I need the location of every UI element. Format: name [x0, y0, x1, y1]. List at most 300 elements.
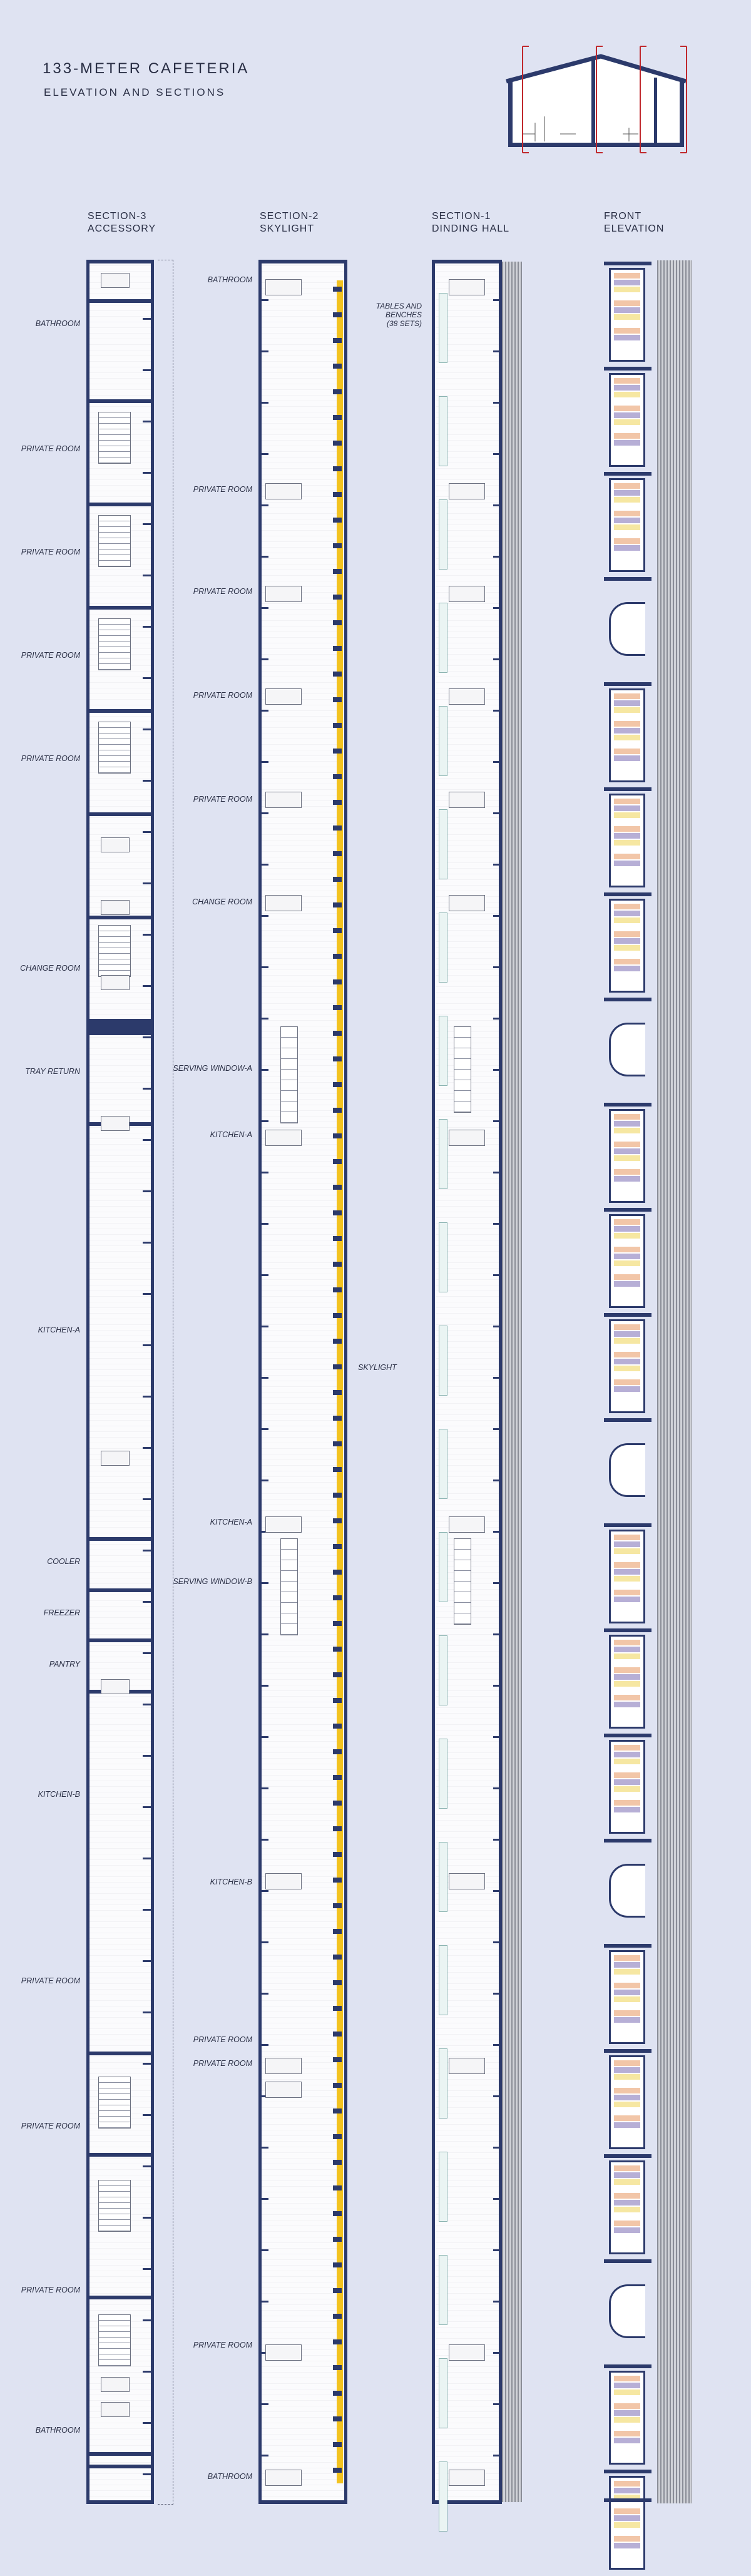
section1-wall-tick [493, 2403, 502, 2405]
section3-wall-tick [143, 1036, 154, 1038]
section3-wall [86, 2296, 154, 2299]
front-elevation-band [604, 2154, 651, 2158]
skylight-mullion [333, 2442, 342, 2447]
section2-room-label: SERVING WINDOW-A [173, 1064, 252, 1073]
skylight-mullion [333, 2185, 342, 2190]
front-elevation-window-panel [609, 794, 645, 887]
section2-wall-tick [258, 1428, 268, 1430]
skylight-mullion [333, 1698, 342, 1703]
section2-wall-tick [258, 1120, 268, 1122]
front-elevation-window-panel [609, 1109, 645, 1203]
skylight-mullion [333, 492, 342, 497]
skylight-mullion [333, 1621, 342, 1626]
section3-storage-rack [98, 2077, 131, 2129]
section1-wall-tick [493, 1326, 502, 1327]
section1-heading: SECTION-1 DINDING HALL [432, 211, 510, 234]
section1-table [449, 2344, 485, 2361]
dining-bench [439, 1945, 447, 2015]
section2-room-label: BATHROOM [207, 275, 252, 284]
section1-table [449, 1516, 485, 1533]
section2-room-label: PRIVATE ROOM [193, 2341, 252, 2349]
front-elevation-window-panel [609, 1319, 645, 1413]
dining-bench [439, 1119, 447, 1189]
skylight-mullion [333, 2288, 342, 2293]
section1-wall-tick [493, 1069, 502, 1071]
front-elevation-window-panel [609, 688, 645, 782]
section2-wall-tick [258, 761, 268, 763]
section3-fixture [101, 975, 130, 990]
section1-table [449, 586, 485, 602]
front-elevation-window-panel [609, 2476, 645, 2570]
front-elevation-window-panel [609, 2371, 645, 2465]
skylight-mullion [333, 2365, 342, 2370]
skylight-annotation: SKYLIGHT [358, 1363, 397, 1372]
dining-bench [439, 1429, 447, 1499]
section3-wall-tick [143, 2114, 154, 2116]
skylight-mullion [333, 1724, 342, 1729]
front-elevation-band [604, 998, 651, 1001]
section3-wall [86, 2452, 154, 2456]
section2-heading: SECTION-2 SKYLIGHT [260, 211, 319, 234]
section3-wall [86, 299, 154, 303]
section1-wall-tick [493, 1274, 502, 1276]
section3-room-label: KITCHEN-A [38, 1326, 80, 1334]
section3-wall-tick [143, 318, 154, 320]
front-elevation-arch-door [609, 1864, 645, 1918]
section3-wall-tick [143, 831, 154, 833]
section3-room-label: PRIVATE ROOM [21, 754, 80, 763]
skylight-mullion [333, 2391, 342, 2396]
section1-wall-tick [493, 1582, 502, 1584]
section3-wall [86, 916, 154, 919]
section1-wall-tick [493, 1787, 502, 1789]
skylight-mullion [333, 1518, 342, 1523]
skylight-mullion [333, 646, 342, 651]
section2-room-box [265, 2470, 302, 2486]
section1-wall-tick [493, 1941, 502, 1943]
skylight-mullion [333, 2416, 342, 2421]
section1-table [449, 792, 485, 808]
section2-room-box [265, 2058, 302, 2074]
section1-table [449, 895, 485, 911]
skylight-mullion [333, 954, 342, 959]
section3-wall-tick [143, 2217, 154, 2219]
section1-wall-tick [493, 915, 502, 917]
skylight-mullion [333, 1955, 342, 1960]
section2-room-label: KITCHEN-A [210, 1518, 252, 1526]
front-elevation-base [604, 2498, 651, 2502]
section2-wall-tick [258, 1787, 268, 1789]
skylight-mullion [333, 1339, 342, 1344]
skylight-mullion [333, 1570, 342, 1575]
section2-room-box [265, 792, 302, 808]
section1-serving-rack [454, 1026, 471, 1113]
section3-room-label: PRIVATE ROOM [21, 651, 80, 660]
front-elevation-band [604, 367, 651, 371]
front-elevation-band [604, 787, 651, 791]
section3-wall-tick [143, 2319, 154, 2321]
skylight-mullion [333, 2006, 342, 2011]
section1-serving-rack [454, 1538, 471, 1625]
section3-storage-rack [98, 2180, 131, 2232]
front-elevation-arch-door [609, 602, 645, 656]
section3-wall-tick [143, 780, 154, 782]
dining-bench [439, 2358, 447, 2428]
section3-room-label: PRIVATE ROOM [21, 444, 80, 453]
section1-wall-tick [493, 453, 502, 455]
section3-wall [86, 1638, 154, 1642]
section2-wall-tick [258, 299, 268, 301]
section1-wall-tick [493, 1428, 502, 1430]
skylight-mullion [333, 543, 342, 548]
section2-room-label: PRIVATE ROOM [193, 485, 252, 494]
dining-bench [439, 1532, 447, 1602]
section1-wall-tick [493, 2147, 502, 2149]
section3-wall-tick [143, 1190, 154, 1192]
section3-storage-rack [98, 925, 131, 977]
front-elevation-band [604, 2259, 651, 2263]
section3-wall [86, 709, 154, 713]
skylight-mullion [333, 1185, 342, 1190]
section2-wall-tick [258, 2147, 268, 2149]
front-elevation-window-panel [609, 1214, 645, 1308]
section3-wall-tick [143, 369, 154, 371]
section3-wall-tick [143, 1344, 154, 1346]
dining-bench [439, 293, 447, 363]
section3-wall-tick [143, 1293, 154, 1295]
section1-table [449, 2058, 485, 2074]
skylight-mullion [333, 1262, 342, 1267]
section2-wall-tick [258, 915, 268, 917]
section2-wall-tick [258, 710, 268, 712]
skylight-mullion [333, 1416, 342, 1421]
skylight-mullion [333, 287, 342, 292]
section3-wall-tick [143, 1447, 154, 1449]
skylight-mullion [333, 877, 342, 882]
section1-table [449, 279, 485, 295]
skylight-mullion [333, 1878, 342, 1883]
skylight-mullion [333, 2134, 342, 2139]
section2-wall-tick [258, 1480, 268, 1481]
section1-wall-tick [493, 1018, 502, 1020]
skylight-mullion [333, 1133, 342, 1138]
section2-room-box [265, 483, 302, 499]
section1-wall-tick [493, 1531, 502, 1533]
skylight-mullion [333, 1493, 342, 1498]
skylight-mullion [333, 1159, 342, 1164]
skylight-mullion [333, 1108, 342, 1113]
section3-wall [86, 503, 154, 506]
section3-wall-tick [143, 677, 154, 679]
skylight-mullion [333, 800, 342, 805]
front-elevation-band [604, 472, 651, 476]
section1-wall-tick [493, 1633, 502, 1635]
skylight-mullion [333, 1826, 342, 1831]
front-elevation-window-panel [609, 1635, 645, 1729]
section1-wall-tick [493, 1172, 502, 1173]
skylight-mullion [333, 825, 342, 831]
skylight-mullion [333, 697, 342, 702]
section1-strip [432, 262, 502, 2502]
section3-storage-rack [98, 2314, 131, 2366]
section3-wall [86, 812, 154, 816]
section2-wall-tick [258, 556, 268, 558]
skylight-mullion [333, 1031, 342, 1036]
front-elevation-window-panel [609, 1530, 645, 1623]
section3-fixture [101, 2377, 130, 2392]
section3-wall-tick [143, 934, 154, 936]
skylight-mullion [333, 749, 342, 754]
section3-wall-tick [143, 1396, 154, 1398]
section1-roof-hatch [502, 262, 522, 2502]
section2-wall-tick [258, 658, 268, 660]
section2-room-label: PRIVATE ROOM [193, 691, 252, 700]
section2-wall-tick [258, 1326, 268, 1327]
front-elevation-band [604, 1944, 651, 1948]
section3-wall-tick [143, 523, 154, 525]
section2-wall-tick [258, 2455, 268, 2456]
section3-dashed-outline [158, 260, 173, 2505]
front-elevation-band [604, 2470, 651, 2473]
section2-wall-tick [258, 1582, 268, 1584]
front-elevation-window-panel [609, 1740, 645, 1834]
dining-bench [439, 912, 447, 983]
skylight-mullion [333, 312, 342, 317]
section3-wall-tick [143, 985, 154, 987]
section3-top-cap [86, 260, 154, 263]
dining-bench [439, 2461, 447, 2532]
skylight-mullion [333, 1287, 342, 1292]
section2-wall-tick [258, 1633, 268, 1635]
section2-wall-tick [258, 2249, 268, 2251]
dining-bench [439, 2255, 447, 2325]
section1-wall-tick [493, 2249, 502, 2251]
section1-wall-tick [493, 761, 502, 763]
section2-wall-tick [258, 1890, 268, 1892]
section3-wall-tick [143, 626, 154, 628]
section2-room-box [265, 1873, 302, 1889]
section3-fixture [101, 1679, 130, 1694]
section3-wall [86, 1026, 154, 1035]
section3-wall [86, 2153, 154, 2157]
section2-room-box [265, 279, 302, 295]
section1-wall-tick [493, 658, 502, 660]
section3-wall-tick [143, 1550, 154, 1551]
section1-wall-tick [493, 1377, 502, 1379]
front-elevation-band [604, 1208, 651, 1212]
section3-wall-tick [143, 1088, 154, 1090]
section2-wall-tick [258, 2044, 268, 2046]
dining-bench [439, 2048, 447, 2119]
section3-fixture [101, 1451, 130, 1466]
dining-bench [439, 1842, 447, 1912]
section3-wall-tick [143, 2165, 154, 2167]
skylight-mullion [333, 2160, 342, 2165]
section3-room-label: PRIVATE ROOM [21, 548, 80, 556]
section1-wall-tick [493, 1120, 502, 1122]
section3-bottom-cap [86, 2500, 154, 2504]
dining-bench [439, 2152, 447, 2222]
dining-bench [439, 706, 447, 776]
section1-wall-tick [493, 1685, 502, 1687]
front-elevation-band [604, 1734, 651, 1737]
section1-wall-tick [493, 710, 502, 712]
section3-room-label: PRIVATE ROOM [21, 2286, 80, 2294]
tables-benches-annotation: TABLES AND BENCHES (38 SETS) [376, 302, 422, 328]
skylight-mullion [333, 595, 342, 600]
skylight-mullion [333, 1236, 342, 1241]
dining-bench [439, 809, 447, 879]
front-elevation-band [604, 2049, 651, 2053]
front-elevation-window-panel [609, 2055, 645, 2149]
section3-wall-tick [143, 2063, 154, 2065]
section1-wall-tick [493, 2198, 502, 2200]
front-elevation-window-panel [609, 1950, 645, 2044]
section3-wall-tick [143, 1806, 154, 1808]
skylight-mullion [333, 2314, 342, 2319]
section1-table [449, 483, 485, 499]
front-elevation-band [604, 262, 651, 265]
section1-table [449, 1873, 485, 1889]
section2-wall-tick [258, 1172, 268, 1173]
skylight-mullion [333, 1544, 342, 1549]
skylight-mullion [333, 2468, 342, 2473]
front-elevation-roof-hatch [657, 260, 692, 2503]
skylight-mullion [333, 1929, 342, 1934]
section2-room-label: PRIVATE ROOM [193, 587, 252, 596]
section3-wall-tick [143, 1960, 154, 1962]
section1-wall-tick [493, 402, 502, 404]
section1-table [449, 1130, 485, 1146]
page-title: 133-METER CAFETERIA [43, 60, 250, 77]
section2-strip [258, 262, 347, 2502]
section3-storage-rack [98, 722, 131, 774]
section2-wall-tick [258, 864, 268, 866]
section1-top-cap [432, 260, 502, 263]
section3-wall-tick [143, 1498, 154, 1500]
front-elevation-window-panel [609, 478, 645, 572]
front-elevation-band [604, 1418, 651, 1422]
section1-wall-tick [493, 864, 502, 866]
section1-wall-tick [493, 556, 502, 558]
section3-room-label: KITCHEN-B [38, 1790, 80, 1799]
front-elevation-arch-door [609, 2284, 645, 2338]
section3-wall [86, 2465, 154, 2468]
section3-wall-tick [143, 1704, 154, 1705]
dining-bench [439, 1222, 447, 1292]
section3-wall-tick [143, 1755, 154, 1757]
section3-wall-tick [143, 2371, 154, 2373]
skylight-mullion [333, 1364, 342, 1369]
section3-wall-tick [143, 728, 154, 730]
skylight-mullion [333, 466, 342, 471]
section2-room-label: SERVING WINDOW-B [173, 1577, 252, 1586]
section3-wall-tick [143, 472, 154, 474]
section2-room-label: PRIVATE ROOM [193, 2035, 252, 2044]
serving-window-rack [280, 1538, 298, 1635]
dining-bench [439, 1635, 447, 1705]
skylight-mullion [333, 1903, 342, 1908]
section3-fixture [101, 273, 130, 288]
section1-table [449, 688, 485, 705]
skylight-mullion [333, 2237, 342, 2242]
section3-wall-tick [143, 1858, 154, 1859]
skylight-mullion [333, 364, 342, 369]
skylight-mullion [333, 415, 342, 420]
section3-wall [86, 1588, 154, 1592]
section1-wall-tick [493, 1223, 502, 1225]
front-elevation-band [604, 682, 651, 686]
section1-wall-tick [493, 1890, 502, 1892]
section2-wall-tick [258, 1839, 268, 1841]
section2-top-cap [258, 260, 347, 263]
front-elevation-band [604, 577, 651, 581]
section3-wall-tick [143, 2473, 154, 2475]
skylight-mullion [333, 2083, 342, 2088]
skylight-mullion [333, 1390, 342, 1395]
section3-wall-tick [143, 2268, 154, 2270]
section3-room-label: PRIVATE ROOM [21, 2122, 80, 2130]
front-elevation-band [604, 892, 651, 896]
section2-wall-tick [258, 402, 268, 404]
skylight-mullion [333, 1210, 342, 1215]
dining-bench [439, 499, 447, 570]
skylight-mullion [333, 672, 342, 677]
skylight-mullion [333, 1441, 342, 1446]
section3-wall [86, 2052, 154, 2055]
section3-room-label: TRAY RETURN [25, 1067, 80, 1076]
section3-wall-tick [143, 2422, 154, 2424]
section2-room-box [265, 895, 302, 911]
front-elevation-window-panel [609, 268, 645, 362]
section3-fixture [101, 837, 130, 852]
section1-wall-tick [493, 812, 502, 814]
section2-wall-tick [258, 2301, 268, 2303]
section2-room-box [265, 586, 302, 602]
skylight-mullion [333, 620, 342, 625]
section2-room-label: BATHROOM [207, 2472, 252, 2481]
front-elevation-window-panel [609, 2160, 645, 2254]
front-elevation-arch-door [609, 1443, 645, 1497]
section3-wall [86, 1537, 154, 1541]
skylight-mullion [333, 441, 342, 446]
front-elevation-arch-door [609, 1023, 645, 1076]
section1-wall-tick [493, 966, 502, 968]
skylight-mullion [333, 1082, 342, 1087]
skylight-mullion [333, 2032, 342, 2037]
front-elevation-band [604, 2364, 651, 2368]
dining-bench [439, 1016, 447, 1086]
section3-wall-tick [143, 882, 154, 884]
section3-wall-tick [143, 1652, 154, 1654]
section3-wall-tick [143, 421, 154, 422]
section1-wall-tick [493, 350, 502, 352]
skylight-mullion [333, 851, 342, 856]
section3-strip [86, 262, 154, 2502]
section2-room-label: CHANGE ROOM [192, 897, 252, 906]
section1-wall-tick [493, 2095, 502, 2097]
skylight-mullion [333, 2262, 342, 2267]
front-elevation-heading: FRONT ELEVATION [604, 211, 665, 234]
skylight-glazing [337, 280, 343, 2483]
skylight-mullion [333, 1749, 342, 1754]
section3-room-label: BATHROOM [35, 319, 80, 328]
skylight-mullion [333, 2211, 342, 2216]
skylight-mullion [333, 1672, 342, 1677]
skylight-mullion [333, 928, 342, 933]
front-elevation-band [604, 1313, 651, 1317]
section3-room-label: PRIVATE ROOM [21, 1976, 80, 1985]
